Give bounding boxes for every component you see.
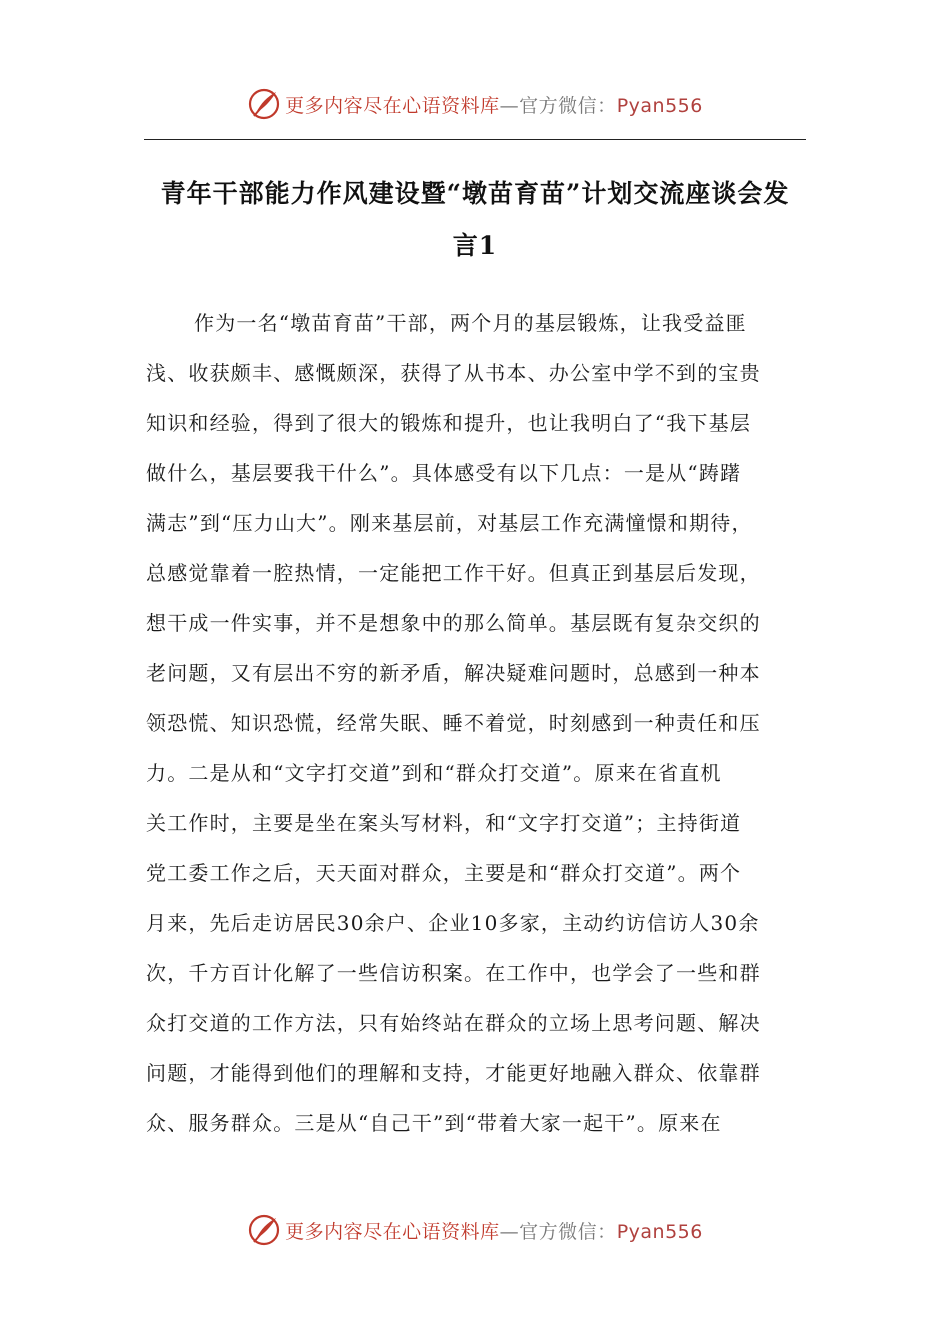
feather-pen-logo-icon (247, 1213, 281, 1247)
body-line: 众、服务群众。三是从“自己干”到“带着大家一起干”。原来在 (146, 1111, 722, 1135)
header-rule (144, 139, 806, 140)
banner-site: 更多内容尽在心语资料库 (285, 1220, 500, 1243)
body-line: 知识和经验，得到了很大的锻炼和提升，也让我明白了“我下基层 (146, 411, 752, 435)
banner-wechat-label: 官方微信： (519, 1220, 617, 1243)
document-title (144, 168, 806, 272)
body-line: 领恐慌、知识恐慌，经常失眠、睡不着觉，时刻感到一种责任和压 (146, 711, 761, 735)
body-line: 总感觉靠着一腔热情，一定能把工作干好。但真正到基层后发现， (146, 561, 761, 585)
banner-text (285, 91, 703, 118)
body-line: 问题，才能得到他们的理解和支持，才能更好地融入群众、依靠群 (146, 1061, 761, 1085)
banner-dash: — (499, 94, 520, 117)
banner-wechat-id: Pyan556 (616, 1220, 703, 1243)
body-line: 力。二是从和“文字打交道”到和“群众打交道”。原来在省直机 (146, 761, 722, 785)
body-line: 做什么，基层要我干什么”。具体感受有以下几点：一是从“踌躇 (146, 461, 742, 485)
banner-wechat-id: Pyan556 (616, 94, 703, 117)
body-line: 老问题，又有层出不穷的新矛盾，解决疑难问题时，总感到一种本 (146, 661, 761, 685)
body-line: 月来，先后走访居民30余户、企业10多家，主动约访信访人30余 (146, 911, 760, 935)
banner-wechat-label: 官方微信： (519, 94, 617, 117)
title-line: 青年干部能力作风建设暨“墩苗育苗”计划交流座谈会发 (160, 179, 790, 208)
banner-text (285, 1217, 703, 1244)
body-line: 次，千方百计化解了一些信访积案。在工作中，也学会了一些和群 (146, 961, 761, 985)
footer-banner (0, 1210, 950, 1250)
feather-pen-logo-icon (247, 87, 281, 121)
body-line: 想干成一件实事，并不是想象中的那么简单。基层既有复杂交织的 (146, 611, 761, 635)
banner-dash: — (499, 1220, 520, 1243)
document-body (146, 298, 796, 1148)
title-line: 言1 (452, 231, 498, 260)
body-line: 作为一名“墩苗育苗”干部，两个月的基层锻炼，让我受益匪 (194, 311, 747, 335)
body-line: 众打交道的工作方法，只有始终站在群众的立场上思考问题、解决 (146, 1011, 761, 1035)
header-banner (0, 84, 950, 124)
body-line: 满志”到“压力山大”。刚来基层前，对基层工作充满憧憬和期待， (146, 511, 753, 535)
body-line: 党工委工作之后，天天面对群众，主要是和“群众打交道”。两个 (146, 861, 742, 885)
banner-site: 更多内容尽在心语资料库 (285, 94, 500, 117)
body-line: 浅、收获颇丰、感慨颇深，获得了从书本、办公室中学不到的宝贵 (146, 361, 761, 385)
body-line: 关工作时，主要是坐在案头写材料，和“文字打交道”；主持街道 (146, 811, 742, 835)
